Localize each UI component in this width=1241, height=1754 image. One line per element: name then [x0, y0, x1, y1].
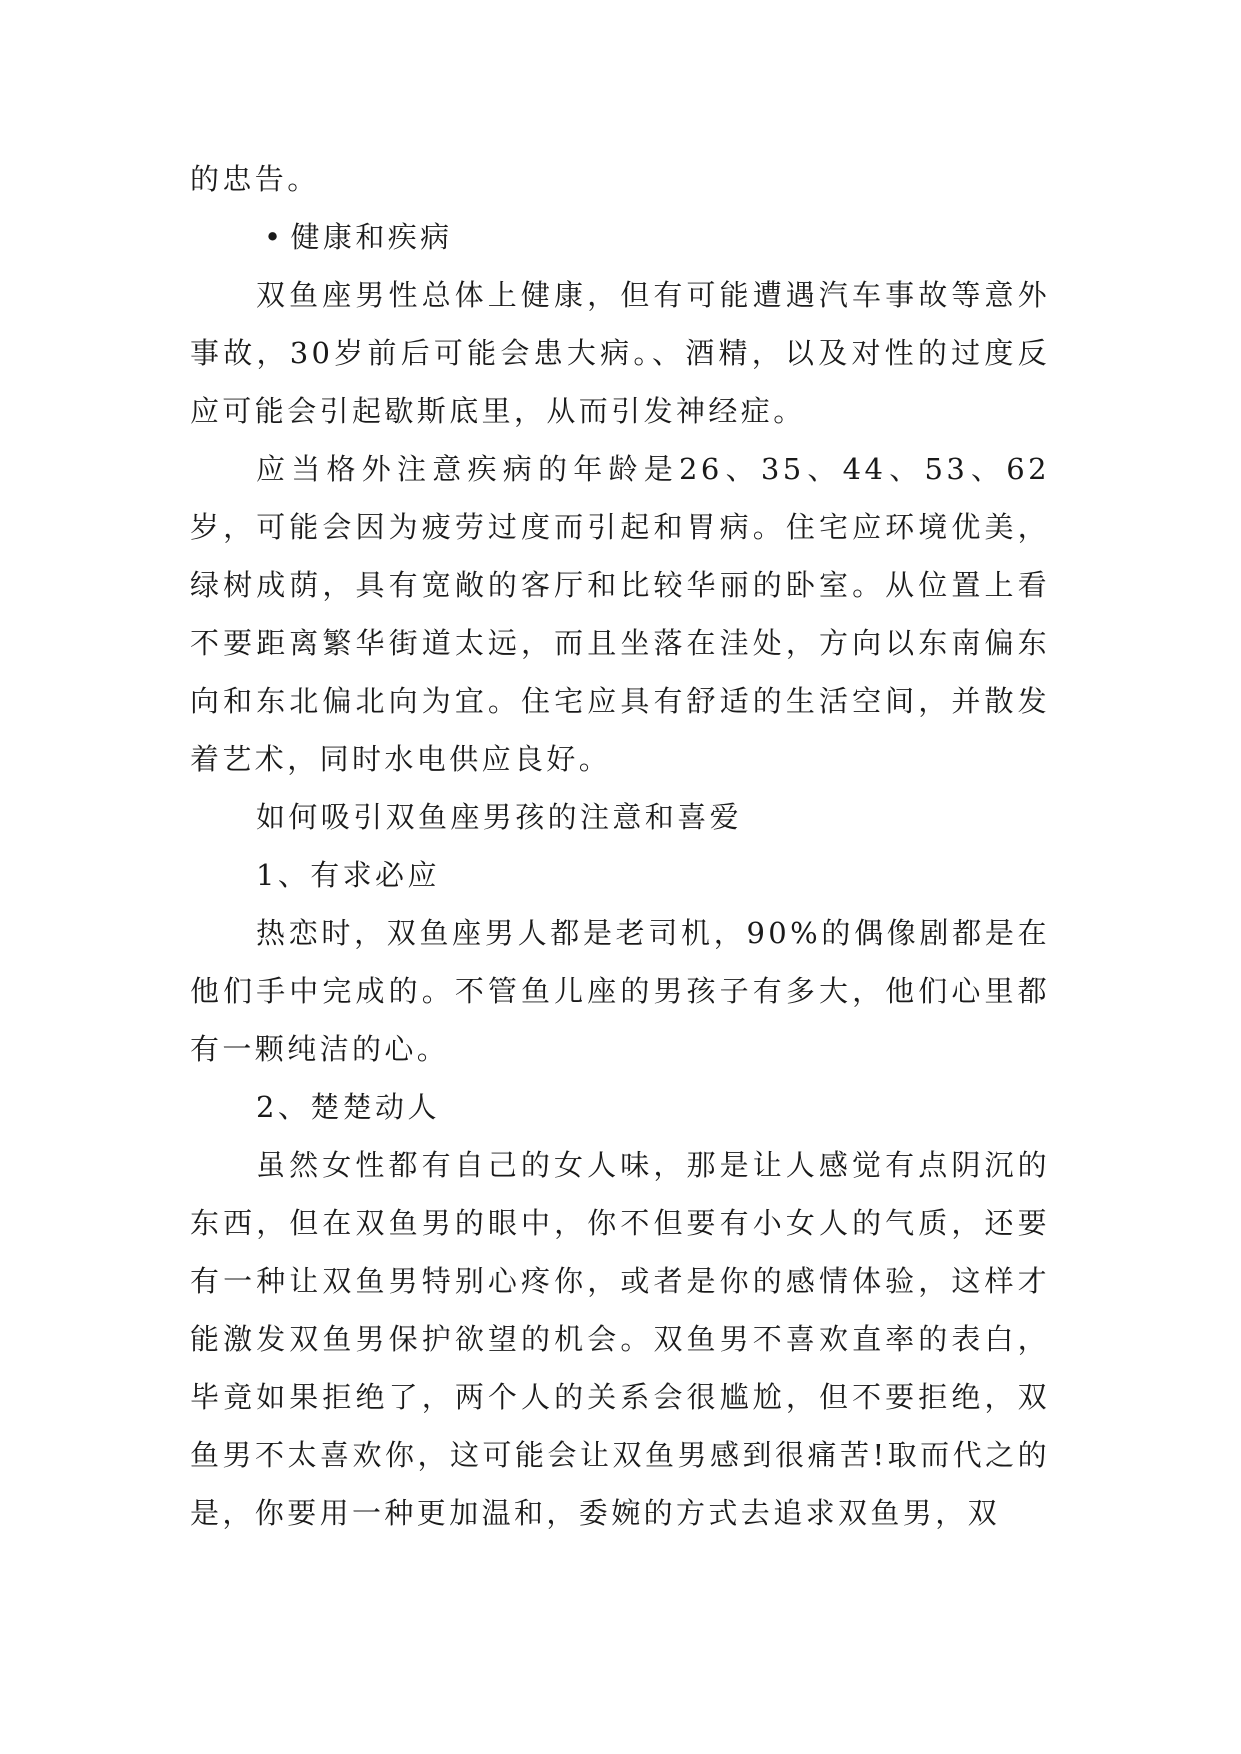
paragraph-item-2: 虽然女性都有自己的女人味，那是让人感觉有点阴沉的东西，但在双鱼男的眼中，你不但要有小女人的气质，还要有一种让双鱼男特别心疼你，或者是你的感情体验，这样才能激发双鱼男保护欲望的机会。双鱼男不喜欢直率的表白，毕竟如果拒绝了，两个人的关系会很尴尬，但不要拒绝，双鱼男不太喜欢你，这可能会让双鱼男感到很痛苦!取而代之的是，你要用一种更加温和，委婉的方式去追求双鱼男，双 — [190, 1148, 1050, 1530]
section-heading-attract: 如何吸引双鱼座男孩的注意和喜爱 — [256, 800, 743, 834]
list-item-2-heading: 2、楚楚动人 — [256, 1090, 440, 1124]
paragraph-health: 双鱼座男性总体上健康，但有可能遭遇汽车事故等意外事故，30岁前后可能会患大病。、酒精，以及对性的过度反应可能会引起歇斯底里，从而引发神经症。 — [190, 278, 1050, 428]
bullet-icon: • — [264, 220, 285, 254]
document-body — [190, 150, 1050, 1542]
list-item-1-heading: 1、有求必应 — [256, 858, 440, 892]
paragraph-item-1: 热恋时，双鱼座男人都是老司机，90%的偶像剧都是在他们手中完成的。不管鱼儿座的男孩子有多大，他们心里都有一颗纯洁的心。 — [190, 916, 1050, 1066]
section-heading-health — [190, 208, 1050, 266]
section-heading-label: 健康和疾病 — [290, 220, 453, 254]
paragraph-continuation: 的忠告。 — [190, 162, 320, 196]
paragraph-disease-age: 应当格外注意疾病的年龄是26、35、44、53、62岁，可能会因为疲劳过度而引起和胃病。住宅应环境优美，绿树成荫，具有宽敞的客厅和比较华丽的卧室。从位置上看不要距离繁华街道太远，而且坐落在洼处，方向以东南偏东向和东北偏北向为宜。住宅应具有舒适的生活空间，并散发着艺术，同时水电供应良好。 — [190, 452, 1050, 776]
